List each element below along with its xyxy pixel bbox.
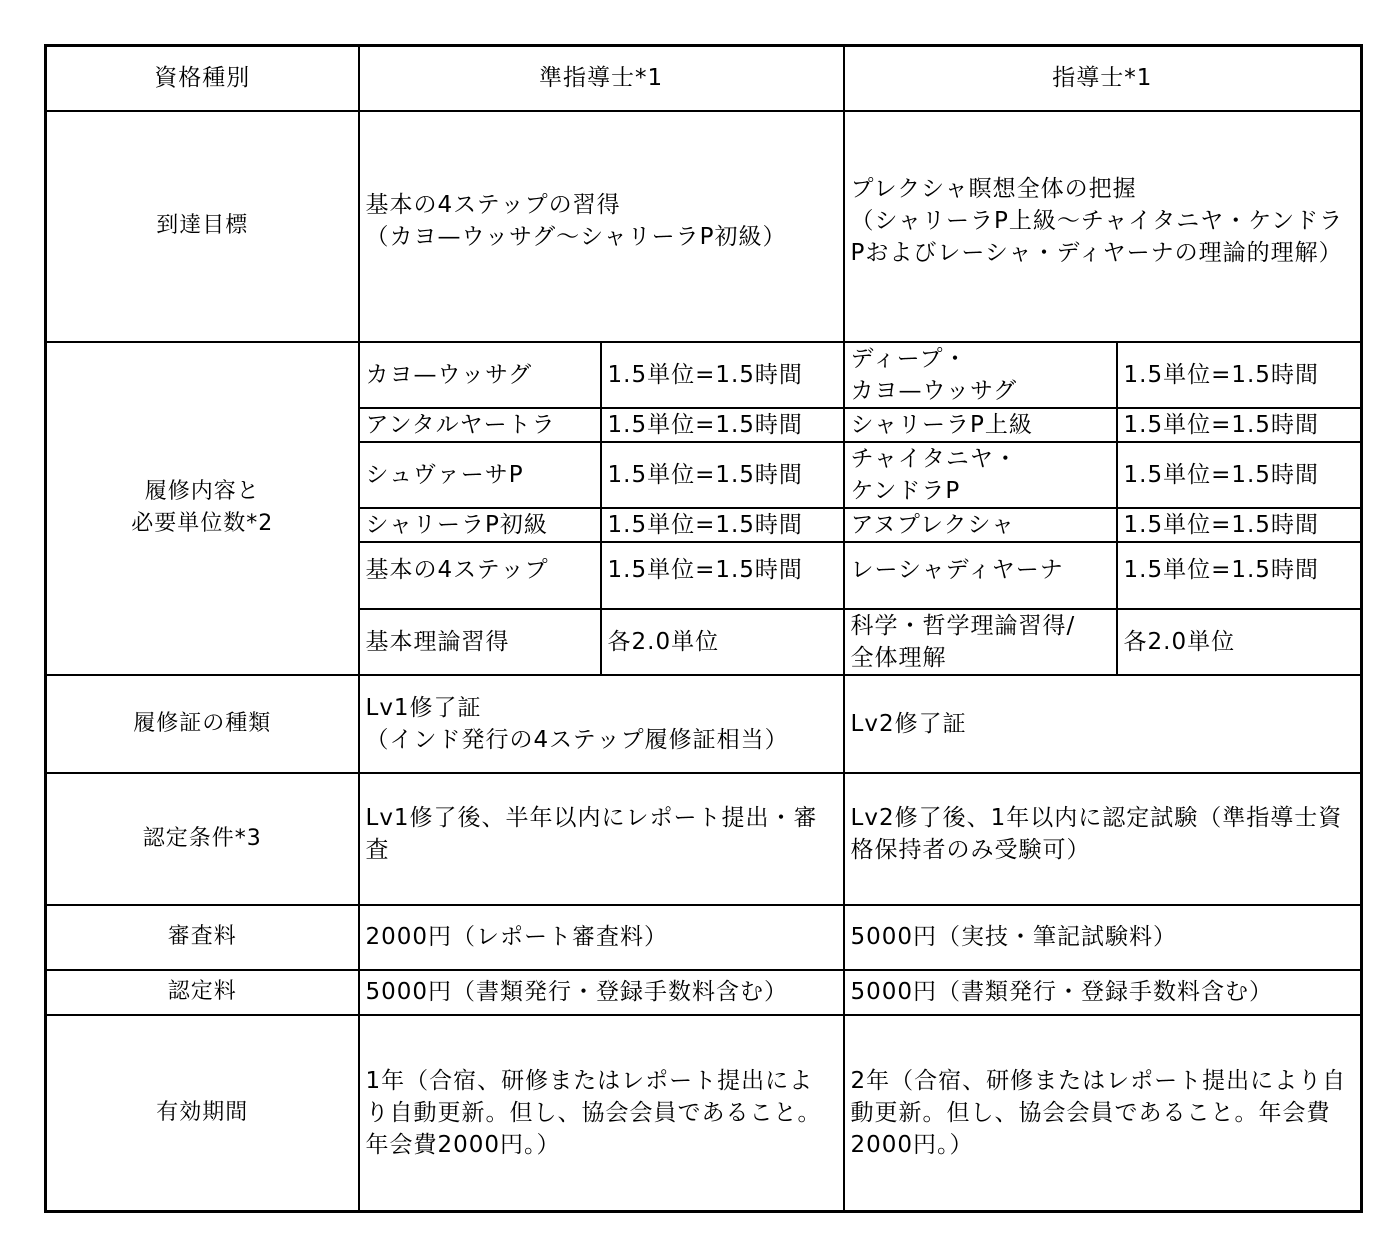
instructor-course: シャリーラP上級 [844, 408, 1117, 442]
header-row [46, 46, 1362, 111]
conditions-associate: Lv1修了後、半年以内にレポート提出・審査 [359, 773, 844, 905]
certificate-associate: Lv1修了証 （インド発行の4ステップ履修証相当） [359, 675, 844, 773]
validity-associate: 1年（合宿、研修またはレポート提出により自動更新。但し、協会会員であること。年会費2000円。） [359, 1015, 844, 1212]
validity-instructor: 2年（合宿、研修またはレポート提出により自動更新。但し、協会会員であること。年会費2000円。） [844, 1015, 1362, 1212]
associate-units: 1.5単位=1.5時間 [601, 342, 844, 408]
instructor-course: チャイタニヤ・ ケンドラP [844, 442, 1117, 508]
associate-course: シャリーラP初級 [359, 508, 601, 542]
header-associate-instructor: 準指導士*1 [359, 46, 844, 111]
instructor-units: 1.5単位=1.5時間 [1117, 408, 1362, 442]
instructor-course: レーシャディヤーナ [844, 542, 1117, 609]
review-fee-instructor: 5000円（実技・筆記試験料） [844, 905, 1362, 970]
review-fee-row [46, 905, 1362, 970]
review-fee-label: 審査料 [46, 905, 359, 970]
header-instructor: 指導士*1 [844, 46, 1362, 111]
review-fee-associate: 2000円（レポート審査料） [359, 905, 844, 970]
instructor-units: 1.5単位=1.5時間 [1117, 442, 1362, 508]
certificate-row [46, 675, 1362, 773]
associate-units: 1.5単位=1.5時間 [601, 508, 844, 542]
associate-course: アンタルヤートラ [359, 408, 601, 442]
course-row [46, 342, 1362, 408]
certificate-label: 履修証の種類 [46, 675, 359, 773]
validity-label: 有効期間 [46, 1015, 359, 1212]
associate-units: 1.5単位=1.5時間 [601, 442, 844, 508]
goal-instructor: プレクシャ瞑想全体の把握 （シャリーラP上級～チャイタニヤ・ケンドラPおよびレーシャ・ディヤーナの理論的理解） [844, 111, 1362, 342]
cert-fee-label: 認定料 [46, 970, 359, 1015]
instructor-units: 1.5単位=1.5時間 [1117, 542, 1362, 609]
header-qualification-type: 資格種別 [46, 46, 359, 111]
instructor-course: アヌプレクシャ [844, 508, 1117, 542]
instructor-units: 1.5単位=1.5時間 [1117, 342, 1362, 408]
instructor-units: 1.5単位=1.5時間 [1117, 508, 1362, 542]
goal-row [46, 111, 1362, 342]
goal-associate: 基本の4ステップの習得 （カヨ—ウッサグ～シャリーラP初級） [359, 111, 844, 342]
associate-course: カヨ—ウッサグ [359, 342, 601, 408]
associate-units: 1.5単位=1.5時間 [601, 408, 844, 442]
goal-label: 到達目標 [46, 111, 359, 342]
courses-label: 履修内容と 必要単位数*2 [46, 342, 359, 675]
certificate-instructor: Lv2修了証 [844, 675, 1362, 773]
conditions-label: 認定条件*3 [46, 773, 359, 905]
instructor-units: 各2.0単位 [1117, 609, 1362, 675]
cert-fee-instructor: 5000円（書類発行・登録手数料含む） [844, 970, 1362, 1015]
conditions-instructor: Lv2修了後、1年以内に認定試験（準指導士資格保持者のみ受験可） [844, 773, 1362, 905]
associate-units: 各2.0単位 [601, 609, 844, 675]
conditions-row [46, 773, 1362, 905]
cert-fee-row [46, 970, 1362, 1015]
associate-course: シュヴァーサP [359, 442, 601, 508]
associate-course: 基本理論習得 [359, 609, 601, 675]
cert-fee-associate: 5000円（書類発行・登録手数料含む） [359, 970, 844, 1015]
validity-row [46, 1015, 1362, 1212]
instructor-course: 科学・哲学理論習得/ 全体理解 [844, 609, 1117, 675]
associate-course: 基本の4ステップ [359, 542, 601, 609]
instructor-course: ディープ・ カヨ—ウッサグ [844, 342, 1117, 408]
associate-units: 1.5単位=1.5時間 [601, 542, 844, 609]
qualification-table [44, 44, 1363, 1213]
